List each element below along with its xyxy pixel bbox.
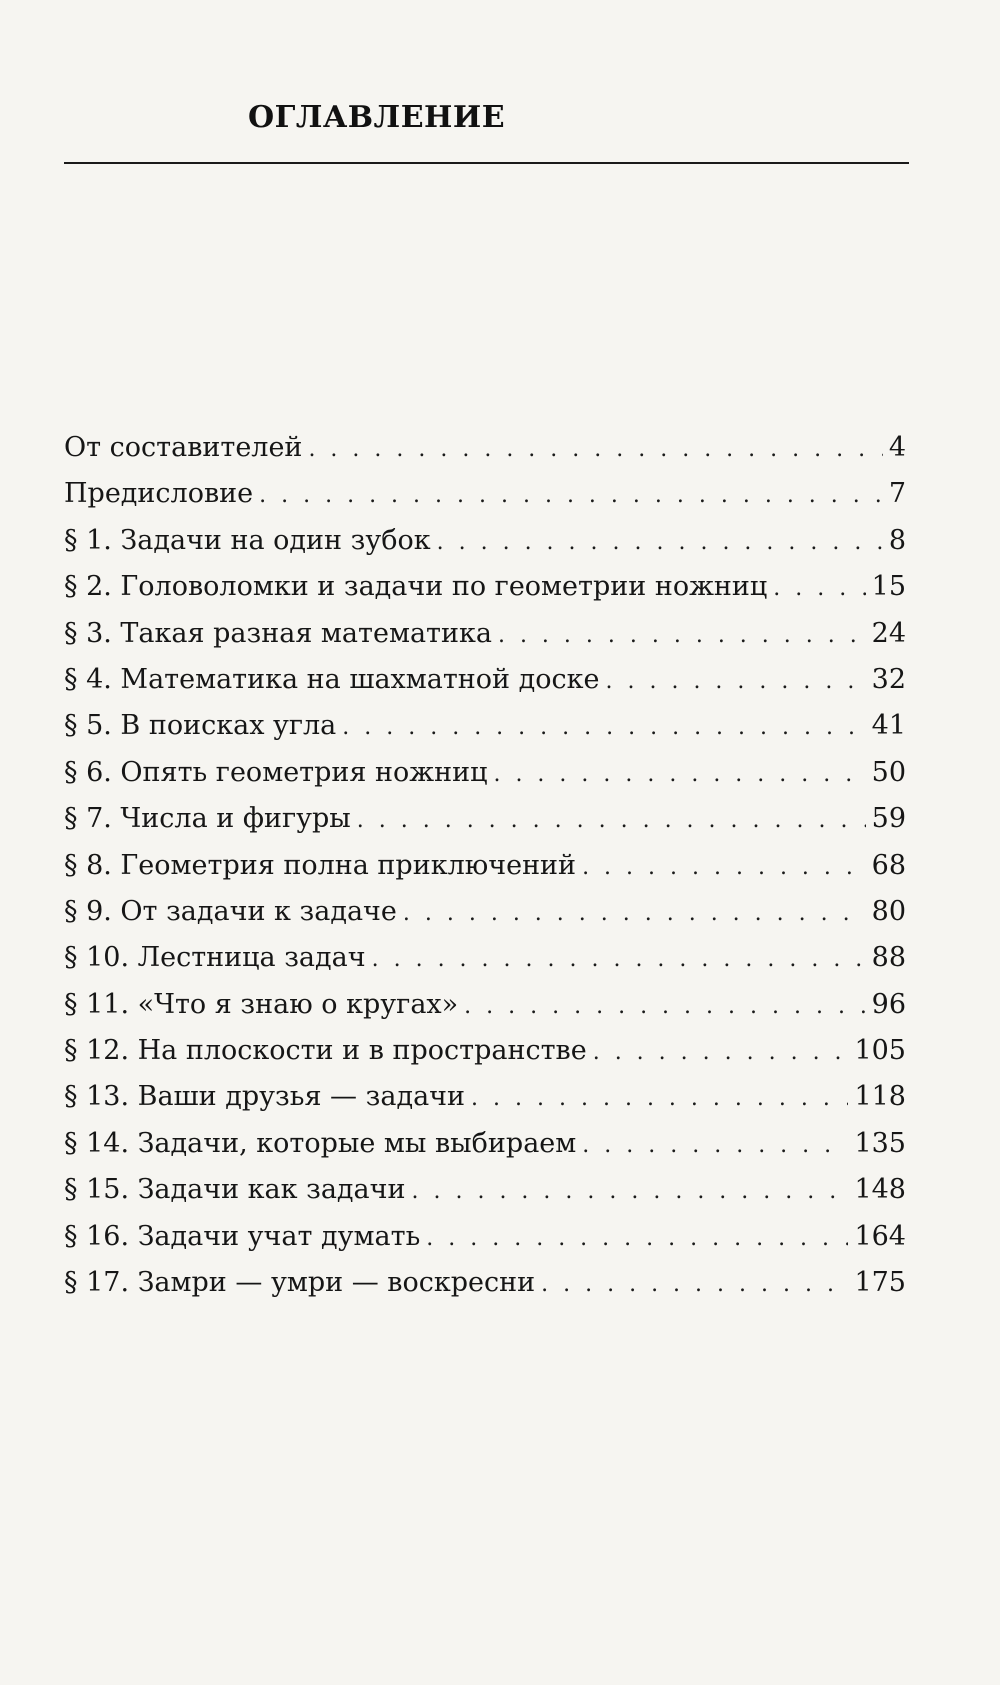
toc-entry-title: § 14. Задачи, которые мы выбираем [64,1127,577,1159]
dot-leader [471,1086,848,1111]
toc-entry[interactable] [64,1174,906,1220]
dot-leader [308,437,882,462]
toc-entry[interactable] [64,989,906,1035]
dot-leader [412,1179,849,1204]
toc-entry-title: § 10. Лестница задач [64,942,366,974]
toc-entry-title: § 8. Геометрия полна приключений [64,849,577,881]
toc-page-number: 4 [888,432,906,463]
dot-leader [498,623,866,648]
toc-page-number: 32 [871,663,906,695]
toc-entry[interactable] [64,710,906,756]
dot-leader [582,855,866,880]
toc-entry-title: § 11. «Что я знаю о кругах» [64,988,459,1020]
toc-entry-title: § 5. В поисках угла [64,710,337,742]
toc-entry-title: § 13. Ваши друзья — задачи [64,1081,466,1113]
toc-entry-title: § 1. Задачи на один зубок [64,524,431,556]
toc-entry[interactable] [64,1221,906,1267]
toc-page-number: 164 [854,1220,906,1252]
toc-entry-title: § 2. Головоломки и задачи по геометрии ножниц [64,571,768,603]
toc-entry-title: § 3. Такая разная математика [64,617,492,649]
title-rule [64,162,909,164]
dot-leader [606,669,866,694]
toc-page-number: 41 [871,710,906,742]
toc-entry[interactable] [64,525,906,571]
toc-entry[interactable] [64,618,906,664]
toc-page-number: 15 [871,571,906,603]
toc-entry[interactable] [64,432,906,478]
toc-entry[interactable] [64,571,906,617]
toc-entry-title: § 17. Замри — умри — воскресни [64,1267,536,1299]
dot-leader [582,1133,848,1158]
dot-leader [493,762,865,787]
toc-entry-title: § 9. От задачи к задаче [64,895,397,927]
toc-entry-title: § 7. Числа и фигуры [64,803,351,835]
toc-page-number: 80 [871,895,906,927]
toc-entry-title: § 15. Задачи как задачи [64,1174,406,1206]
toc-title: ОГЛАВЛЕНИЕ [248,100,506,135]
dot-leader [342,715,865,740]
toc-entry-title: § 4. Математика на шахматной доске [64,663,600,695]
dot-leader [357,808,866,833]
dot-leader [541,1272,848,1297]
toc-page-number: 50 [871,756,906,788]
dot-leader [426,1226,848,1251]
toc-page-number: 24 [871,617,906,649]
dot-leader [403,901,866,926]
toc-page-number: 7 [888,478,906,510]
dot-leader [593,1040,849,1065]
toc-page-number: 68 [871,849,906,881]
toc-entry[interactable] [64,1267,906,1313]
toc-entry[interactable] [64,664,906,710]
dot-leader [372,947,866,972]
toc-page-number: 96 [871,988,906,1020]
toc-page-number: 105 [854,1035,906,1067]
toc-entry[interactable] [64,757,906,803]
toc-entry-title: § 16. Задачи учат думать [64,1220,421,1252]
toc-entry[interactable] [64,1035,906,1081]
toc-page-number: 8 [888,524,906,556]
toc-page-number: 135 [854,1127,906,1159]
toc-entry[interactable] [64,896,906,942]
toc-entry[interactable] [64,1128,906,1174]
dot-leader [437,530,883,555]
toc-page-number: 118 [854,1081,906,1113]
toc-entry[interactable] [64,942,906,988]
dot-leader [259,483,883,508]
toc-entry-title: От составителей [64,432,303,463]
toc-page-number: 148 [854,1174,906,1206]
toc-entry-title: Предисловие [64,478,254,510]
toc-page-number: 88 [871,942,906,974]
toc-entry[interactable] [64,478,906,524]
toc-page-number: 59 [871,803,906,835]
toc-page-number: 175 [854,1267,906,1299]
toc-entry-title: § 6. Опять геометрия ножниц [64,756,488,788]
toc-entry[interactable] [64,1081,906,1127]
toc-entry[interactable] [64,803,906,849]
dot-leader [773,576,865,601]
toc-list [64,432,906,1313]
dot-leader [464,994,865,1019]
toc-entry[interactable] [64,850,906,896]
toc-entry-title: § 12. На плоскости и в пространстве [64,1035,587,1067]
